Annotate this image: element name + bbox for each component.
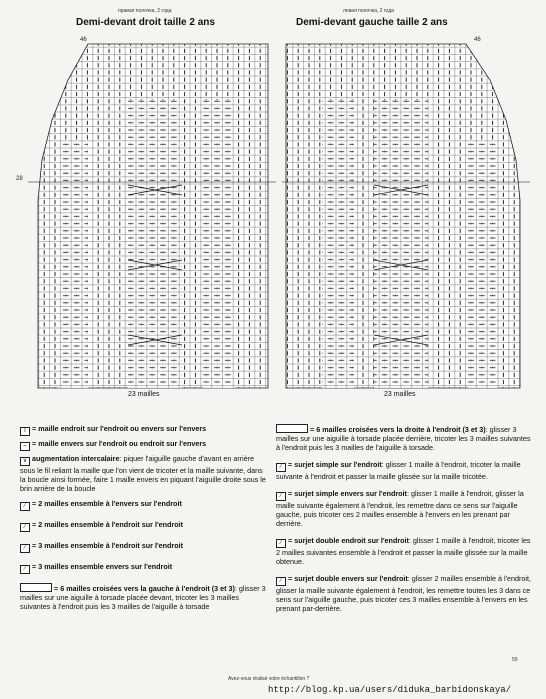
legend-item-sk2p: ⁄ = surjet double endroit sur l'endroit: glisser 1 maille à l'endroit, tricoter les 2 mailles suivantes ensemble à l'endroit et passer la maille glissée sur la maille obtenue.	[276, 536, 531, 566]
cable-right-symbol-icon	[276, 424, 308, 433]
footer-note: Avez-vous réalisé votre échantillon ?	[228, 676, 310, 682]
purl-symbol-icon: –	[20, 442, 30, 451]
legend-item-k2tog: ⁄ = 2 mailles ensemble à l'endroit sur l'endroit	[20, 520, 270, 532]
left-chart-subtitle: правая полочка, 2 года	[118, 8, 172, 14]
right-stitch-count: 23 mailles	[384, 391, 416, 398]
left-stitch-count: 23 mailles	[128, 391, 160, 398]
row-marker-46-left: 46	[80, 37, 87, 43]
legend-item-ssk: ⁄ = surjet simple sur l'endroit: glisser 1 maille à l'endroit, tricoter la maille suivante à l'endroit et passer la maille glissée sur la maille tricotée.	[276, 460, 521, 481]
legend-item-p3tog: ⁄ = 3 mailles ensemble envers sur l'endroit	[20, 562, 270, 574]
legend-item-knit: I = maille endroit sur l'endroit ou envers sur l'envers	[20, 424, 270, 436]
ssp-symbol-icon: ⁄	[276, 492, 286, 501]
legend-item-cable-left: = 6 mailles croisées vers la gauche à l'endroit (3 et 3): glisser 3 mailles sur une aiguille à torsade placée devant, tricoter les 3 mailles suivantes à l'endroit puis les 3 mailles de l'aiguille à torsade	[20, 584, 266, 611]
legend-item-sssp: ⁄ = surjet double envers sur l'endroit: glisser 2 mailles ensemble à l'endroit, glisser la maille suivante également à l'endroit, les remettre toutes les 3 dans ce sens sur l'aiguille gauche, puis tricoter ces 3 mailles ensemble à l'envers en les prenant par-derrière.	[276, 574, 531, 613]
legend-right	[276, 424, 532, 613]
legend-left	[20, 424, 270, 611]
legend-item-cable-right: = 6 mailles croisées vers la droite à l'endroit (3 et 3): glisser 3 mailles sur une aiguille à torsade placée derrière, tricoter les 3 mailles suivantes à l'endroit puis les 3 mailles de l'aiguille à torsade.	[276, 425, 531, 452]
increase-symbol-icon: ∨	[20, 457, 30, 466]
legend-item-p2tog: ⁄ = 2 mailles ensemble à l'envers sur l'endroit	[20, 499, 270, 511]
right-chart-title: Demi-devant gauche taille 2 ans	[296, 17, 448, 28]
watermark-url: http://blog.kp.ua/users/diduka_barbidonskaya/	[268, 685, 512, 695]
sk2p-symbol-icon: ⁄	[276, 539, 286, 548]
legend-item-k3tog: ⁄ = 3 mailles ensemble à l'endroit sur l'endroit	[20, 541, 270, 553]
right-chart-subtitle: левая полочка, 2 года	[343, 8, 394, 14]
legend-item-increase: ∨ augmentation intercalaire: piquer l'aiguille gauche d'avant en arrière sous le fil reliant la maille que l'on vient de tricoter et la maille suivante, dans la boucle ainsi formée, faire 1 maille envers en piquant l'aiguille droite sous le brin arrière de la boucle	[20, 454, 266, 493]
knit-symbol-icon: I	[20, 427, 30, 436]
right-knitting-chart	[282, 40, 530, 392]
k2tog-symbol-icon: ⁄	[20, 523, 30, 532]
legend-item-purl: – = maille envers sur l'endroit ou endroit sur l'envers	[20, 439, 270, 451]
p2tog-symbol-icon: ⁄	[20, 502, 30, 511]
left-knitting-chart	[28, 40, 276, 392]
k3tog-symbol-icon: ⁄	[20, 544, 30, 553]
row-marker-46-right: 46	[474, 37, 481, 43]
p3tog-symbol-icon: ⁄	[20, 565, 30, 574]
cable-left-symbol-icon	[20, 583, 52, 592]
row-marker-28: 28	[16, 176, 23, 182]
sssp-symbol-icon: ⁄	[276, 577, 286, 586]
left-chart-title: Demi-devant droit taille 2 ans	[76, 17, 215, 28]
page-number: 59	[512, 657, 518, 663]
legend-item-ssp: ⁄ = surjet simple envers sur l'endroit: glisser 1 maille à l'endroit, glisser la maille suivante également à l'endroit, les remettre dans ce sens sur l'aiguille gauche, puis tricoter ces 2 mailles ensemble à l'envers en les prenant par derrière.	[276, 489, 524, 528]
ssk-symbol-icon: ⁄	[276, 463, 286, 472]
